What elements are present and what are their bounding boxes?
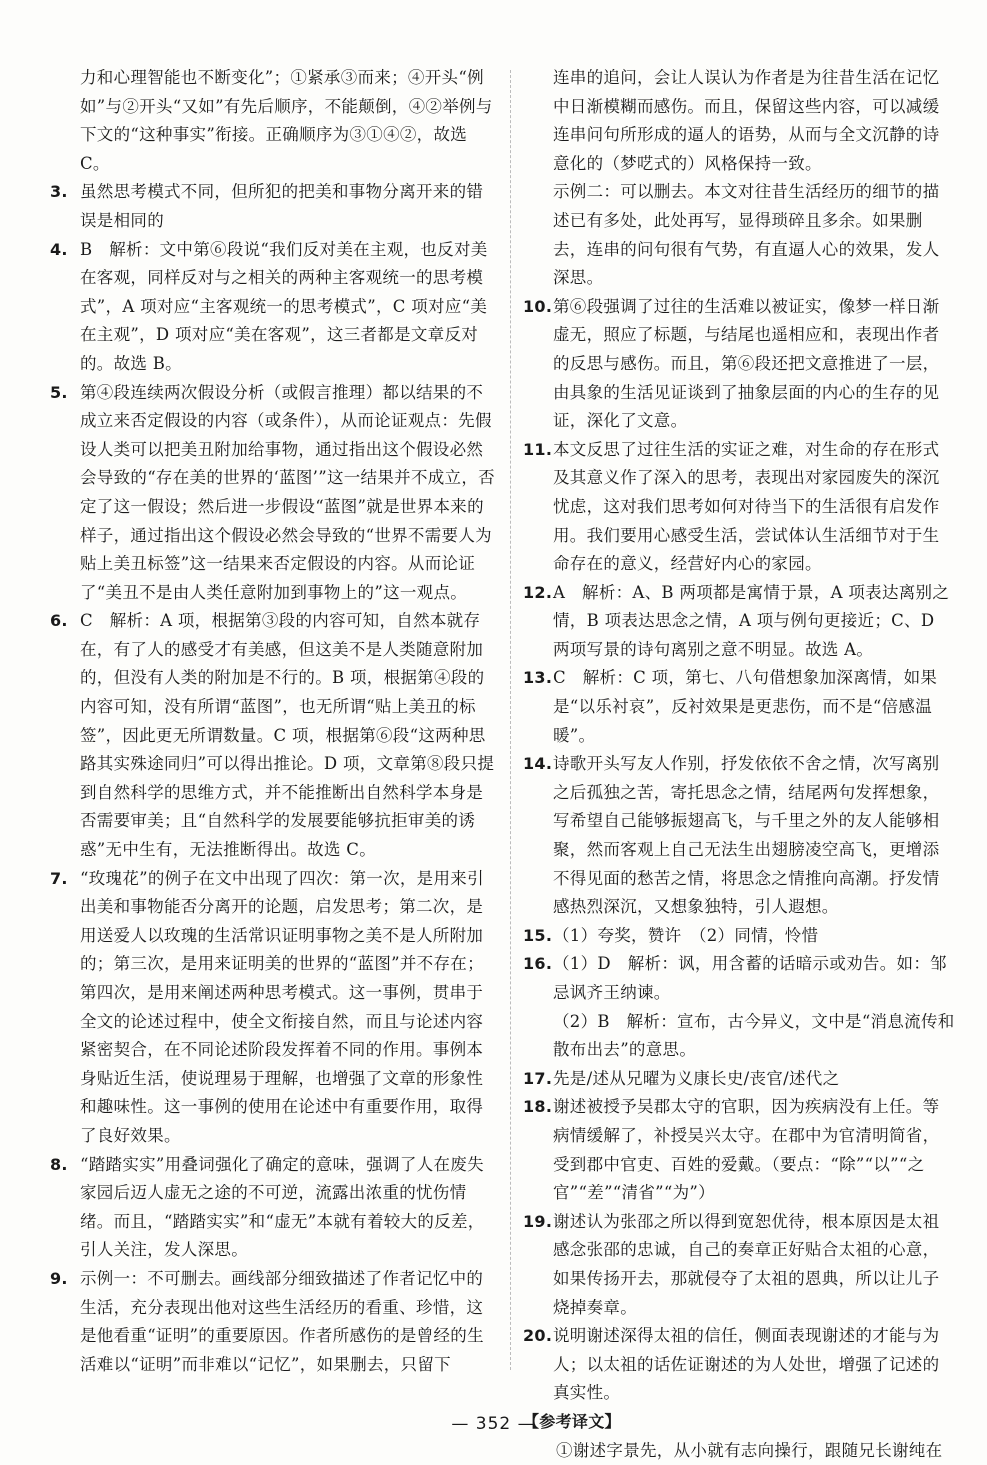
answer-number: 6.	[50, 607, 68, 636]
example-two: 示例二：可以删去。本文对往昔生活经历的细节的描述已有多处，此处再写，显得琐碎且多余。如果删去，连串的问句很有气势，有直逼人心的效果，发人深思。	[523, 178, 955, 292]
answer-3	[50, 178, 497, 235]
answer-8	[50, 1151, 497, 1265]
answer-text: “踏踏实实”用叠词强化了确定的意味，强调了人在废失家园后迈人虚无之途的不可逆，流露出浓重的忧伤情绪。而且，“踏踏实实”和“虚无”本就有着较大的反差，引人关注，发人深思。	[80, 1155, 485, 1260]
reference-translation-text: ①谢述字景先，从小就有志向操行，跟随兄长谢纯在	[523, 1437, 955, 1465]
answer-number: 16.	[523, 950, 552, 979]
answer-number: 12.	[523, 579, 552, 608]
answer-text: 第⑥段强调了过往的生活难以被证实，像梦一样日渐虚无，照应了标题，与结尾也遥相应和，表现出作者的反思与感伤。而且，第⑥段还把文意推进了一层，由具象的生活见证谈到了抽象层面的内心的生存的见证，深化了文意。	[553, 297, 939, 430]
right-column	[523, 64, 955, 1465]
continued-text: 连串的追问，会让人误认为作者是为往昔生活在记忆中日渐模糊而感伤。而且，保留这些内容，可以减缓连串问句所形成的逼人的语势，从而与全文沉静的诗意化的（梦呓式的）风格保持一致。	[523, 64, 955, 178]
page-number: — 352 —	[0, 1414, 987, 1434]
reference-translation-title: 【参考译文】	[523, 1408, 955, 1437]
answer-text: “玫瑰花”的例子在文中出现了四次：第一次，是用来引出美和事物能否分离开的论题，启发思考；第二次，是用送爱人以玫瑰的生活常识证明事物之美不是人所附加的；第三次，是用来证明美的世界的“蓝图”并不存在；第四次，是用来阐述两种思考模式。这一事例，贯串于全文的论述过程中，使全文衔接自然，而且与论述内容紧密契合，在不同论述阶段发挥着不同的作用。事例本身贴近生活，使说理易于理解，也增强了文章的形象性和趣味性。这一事例的使用在论述中有重要作用，取得了良好效果。	[80, 869, 484, 1145]
answer-4	[50, 236, 497, 379]
answer-17	[523, 1065, 955, 1094]
answer-number: 5.	[50, 379, 68, 408]
answer-text: 本文反思了过往生活的实证之难，对生命的存在形式及其意义作了深入的思考，表现出对家园废失的深沉忧虑，这对我们思考如何对待当下的生活很有启发作用。我们要用心感受生活，尝试体认生活细节对于生命存在的意义，经营好内心的家园。	[553, 440, 939, 573]
answer-11	[523, 436, 955, 579]
answer-number: 17.	[523, 1065, 552, 1094]
answer-text: 谢述被授予吴郡太守的官职，因为疾病没有上任。等病情缓解了，补授吴兴太守。在郡中为官清明简省，受到郡中官吏、百姓的爱戴。（要点：“除”“以”“之官”“差”“清省”“为”）	[553, 1097, 939, 1202]
answer-number: 10.	[523, 293, 552, 322]
answer-text: （1）D 解析：讽，用含蓄的话暗示或劝告。如：邹忌讽齐王纳谏。	[553, 954, 947, 1002]
answer-number: 11.	[523, 436, 552, 465]
answer-12	[523, 579, 955, 665]
answer-6	[50, 607, 497, 864]
answer-16	[523, 950, 955, 1007]
answer-text: 说明谢述深得太祖的信任，侧面表现谢述的才能与为人；以太祖的话佐证谢述的为人处世，增强了记述的真实性。	[553, 1326, 939, 1402]
continued-text: 力和心理智能也不断变化”；①紧承③而来；④开头“例如”与②开头“又如”有先后顺序，不能颠倒，④②举例与下文的“这种事实”衔接。正确顺序为③①④②，故选 C。	[50, 64, 497, 178]
answer-number: 8.	[50, 1151, 68, 1180]
answer-text: （2）B 解析：宣布，古今异义，文中是“消息流传和散布出去”的意思。	[553, 1008, 955, 1065]
answer-number: 13.	[523, 664, 552, 693]
answer-number: 15.	[523, 922, 552, 951]
answer-text: A 解析：A、B 两项都是寓情于景，A 项表达离别之情，B 项表达思念之情，A 项与例句更接近；C、D 两项写景的诗句离别之意不明显。故选 A。	[553, 583, 949, 659]
answer-13	[523, 664, 955, 750]
answer-text: 先是/述从兄曜为义康长史/丧官/述代之	[553, 1069, 839, 1088]
answer-7	[50, 865, 497, 1151]
answer-14	[523, 750, 955, 922]
left-column	[50, 64, 497, 1379]
answer-number: 14.	[523, 750, 552, 779]
answer-number: 18.	[523, 1093, 552, 1122]
answer-text: 虽然思考模式不同，但所犯的把美和事物分离开来的错误是相同的	[80, 182, 483, 230]
answer-number: 3.	[50, 178, 68, 207]
column-divider	[510, 70, 511, 1370]
answer-text: 示例一：不可删去。画线部分细致描述了作者记忆中的生活，充分表现出他对这些生活经历的看重、珍惜，这是他看重“证明”的重要原因。作者所感伤的是曾经的生活难以“证明”而非难以“记忆”，如果删去，只留下	[80, 1269, 484, 1374]
answer-10	[523, 293, 955, 436]
answer-20	[523, 1322, 955, 1408]
answer-text: 诗歌开头写友人作别，抒发依依不舍之情，次写离别之后孤独之苦，寄托思念之情，结尾两句发挥想象，写希望自己能够振翅高飞，与千里之外的友人能够相聚，然而客观上自己无法生出翅膀凌空高飞，更增添不得见面的愁苦之情，将思念之情推向高潮。抒发情感热烈深沉，又想象独特，引人遐想。	[553, 754, 939, 916]
answer-9	[50, 1265, 497, 1379]
answer-text: 谢述认为张邵之所以得到宽恕优待，根本原因是太祖感念张邵的忠诚，自己的奏章正好贴合太祖的心意，如果传扬开去，那就侵夺了太祖的恩典，所以让儿子烧掉奏章。	[553, 1212, 939, 1317]
answer-text: B 解析：文中第⑥段说“我们反对美在主观，也反对美在客观，同样反对与之相关的两种主客观统一的思考模式”，A 项对应“主客观统一的思考模式”，C 项对应“美在主观”，D 项对应“美在客观”，这三者都是文章反对的。故选 B。	[80, 240, 488, 373]
answer-number: 9.	[50, 1265, 68, 1294]
answer-number: 20.	[523, 1322, 552, 1351]
answer-5	[50, 379, 497, 608]
answer-number: 19.	[523, 1208, 552, 1237]
answer-18	[523, 1093, 955, 1207]
answer-text: 第④段连续两次假设分析（或假言推理）都以结果的不成立来否定假设的内容（或条件），从而论证观点：先假设人类可以把美丑附加给事物，通过指出这个假设必然会导致的“存在美的世界的‘蓝图’”这一结果并不成立，否定了这一假设；然后进一步假设“蓝图”就是世界本来的样子，通过指出这个假设必然会导致的“世界不需要人为贴上美丑标签”这一结果来否定假设的内容。从而论证了“美丑不是由人类任意附加到事物上的”这一观点。	[80, 383, 495, 602]
answer-text: C 解析：C 项，第七、八句借想象加深离情，如果是“以乐衬哀”，反衬效果是更悲伤，而不是“倍感温暖”。	[553, 668, 937, 744]
answer-text: （1）夸奖，赞许 （2）同情，怜惜	[553, 926, 818, 945]
answer-number: 4.	[50, 236, 68, 265]
answer-number: 7.	[50, 865, 68, 894]
answer-19	[523, 1208, 955, 1322]
answer-16-part-2	[523, 1008, 955, 1065]
answer-15	[523, 922, 955, 951]
answer-text: C 解析：A 项，根据第③段的内容可知，自然本就存在，有了人的感受才有美感，但这美不是人类随意附加的，但没有人类的附加是不行的。B 项，根据第④段的内容可知，没有所谓“蓝图”，也无所谓“贴上美丑的标签”，因此更无所谓数量。C 项，根据第⑥段“这两种思路其实殊途同归”可以得出推论。D 项，文章第⑧段只提到自然科学的思维方式，并不能推断出自然科学本身是否需要审美；且“自然科学的发展要能够抗拒审美的诱惑”无中生有，无法推断得出。故选 C。	[80, 611, 494, 859]
